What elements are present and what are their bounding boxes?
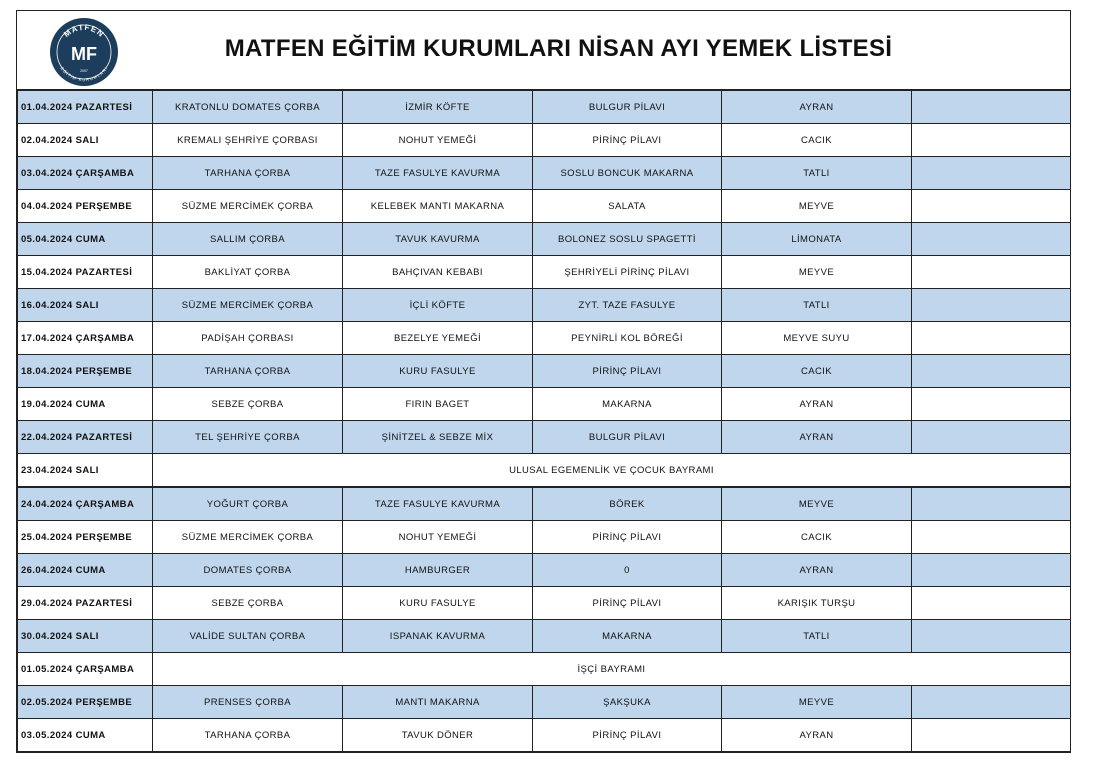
- side-dish-cell: PİRİNÇ PİLAVI: [533, 521, 722, 554]
- logo-monogram: MF: [71, 44, 97, 64]
- extra-cell: KARIŞIK TURŞU: [722, 587, 912, 620]
- blank-cell: [912, 686, 1071, 719]
- main-dish-cell: İZMİR KÖFTE: [343, 91, 533, 124]
- side-dish-cell: SOSLU BONCUK MAKARNA: [533, 157, 722, 190]
- main-dish-cell: NOHUT YEMEĞİ: [343, 521, 533, 554]
- menu-row: [18, 157, 1071, 190]
- extra-cell: CACIK: [722, 124, 912, 157]
- main-dish-cell: KELEBEK MANTI MAKARNA: [343, 190, 533, 223]
- menu-row: [18, 388, 1071, 421]
- side-dish-cell: PİRİNÇ PİLAVI: [533, 355, 722, 388]
- side-dish-cell: ZYT. TAZE FASULYE: [533, 289, 722, 322]
- side-dish-cell: BÖREK: [533, 487, 722, 521]
- side-dish-cell: BULGUR PİLAVI: [533, 91, 722, 124]
- soup-cell: SEBZE ÇORBA: [153, 388, 343, 421]
- soup-cell: SÜZME MERCİMEK ÇORBA: [153, 190, 343, 223]
- menu-row: [18, 91, 1071, 124]
- soup-cell: VALİDE SULTAN ÇORBA: [153, 620, 343, 653]
- extra-cell: MEYVE SUYU: [722, 322, 912, 355]
- main-dish-cell: KURU FASULYE: [343, 355, 533, 388]
- date-cell: 17.04.2024 ÇARŞAMBA: [18, 322, 153, 355]
- extra-cell: TATLI: [722, 620, 912, 653]
- extra-cell: CACIK: [722, 521, 912, 554]
- blank-cell: [912, 157, 1071, 190]
- soup-cell: DOMATES ÇORBA: [153, 554, 343, 587]
- menu-row: [18, 289, 1071, 322]
- side-dish-cell: SALATA: [533, 190, 722, 223]
- side-dish-cell: MAKARNA: [533, 388, 722, 421]
- side-dish-cell: 0: [533, 554, 722, 587]
- logo-bottom-text: EĞİTİM KURUMLARI: [59, 65, 109, 83]
- blank-cell: [912, 124, 1071, 157]
- soup-cell: TARHANA ÇORBA: [153, 719, 343, 752]
- menu-row: [18, 223, 1071, 256]
- blank-cell: [912, 421, 1071, 454]
- date-cell: 29.04.2024 PAZARTESİ: [18, 587, 153, 620]
- date-cell: 18.04.2024 PERŞEMBE: [18, 355, 153, 388]
- extra-cell: AYRAN: [722, 421, 912, 454]
- date-cell: 15.04.2024 PAZARTESİ: [18, 256, 153, 289]
- extra-cell: LİMONATA: [722, 223, 912, 256]
- extra-cell: AYRAN: [722, 554, 912, 587]
- extra-cell: MEYVE: [722, 190, 912, 223]
- soup-cell: SEBZE ÇORBA: [153, 587, 343, 620]
- date-cell: 24.04.2024 ÇARŞAMBA: [18, 487, 153, 521]
- holiday-row: [18, 454, 1071, 488]
- menu-row: [18, 521, 1071, 554]
- main-dish-cell: TAZE FASULYE KAVURMA: [343, 487, 533, 521]
- soup-cell: SÜZME MERCİMEK ÇORBA: [153, 521, 343, 554]
- blank-cell: [912, 190, 1071, 223]
- menu-row: [18, 554, 1071, 587]
- side-dish-cell: PİRİNÇ PİLAVI: [533, 587, 722, 620]
- date-cell: 03.04.2024 ÇARŞAMBA: [18, 157, 153, 190]
- extra-cell: AYRAN: [722, 388, 912, 421]
- soup-cell: TARHANA ÇORBA: [153, 355, 343, 388]
- date-cell: 03.05.2024 CUMA: [18, 719, 153, 752]
- date-cell: 02.05.2024 PERŞEMBE: [18, 686, 153, 719]
- menu-row: [18, 719, 1071, 752]
- menu-row: [18, 355, 1071, 388]
- extra-cell: TATLI: [722, 157, 912, 190]
- main-dish-cell: BAHÇIVAN KEBABI: [343, 256, 533, 289]
- menu-row: [18, 256, 1071, 289]
- blank-cell: [912, 256, 1071, 289]
- holiday-cell: İŞÇİ BAYRAMI: [153, 653, 1071, 686]
- main-dish-cell: FIRIN BAGET: [343, 388, 533, 421]
- blank-cell: [912, 322, 1071, 355]
- soup-cell: YOĞURT ÇORBA: [153, 487, 343, 521]
- date-cell: 01.04.2024 PAZARTESİ: [18, 91, 153, 124]
- logo-top-text: MATFEN: [62, 22, 106, 40]
- main-dish-cell: İÇLİ KÖFTE: [343, 289, 533, 322]
- blank-cell: [912, 91, 1071, 124]
- main-dish-cell: KURU FASULYE: [343, 587, 533, 620]
- side-dish-cell: PİRİNÇ PİLAVI: [533, 719, 722, 752]
- main-dish-cell: TAVUK KAVURMA: [343, 223, 533, 256]
- menu-table: [17, 90, 1071, 752]
- extra-cell: AYRAN: [722, 91, 912, 124]
- blank-cell: [912, 620, 1071, 653]
- page-title: MATFEN EĞİTİM KURUMLARI NİSAN AYI YEMEK LİSTESİ: [224, 35, 893, 62]
- extra-cell: TATLI: [722, 289, 912, 322]
- soup-cell: KRATONLU DOMATES ÇORBA: [153, 91, 343, 124]
- blank-cell: [912, 289, 1071, 322]
- soup-cell: KREMALI ŞEHRİYE ÇORBASI: [153, 124, 343, 157]
- menu-row: [18, 686, 1071, 719]
- date-cell: 19.04.2024 CUMA: [18, 388, 153, 421]
- menu-row: [18, 587, 1071, 620]
- main-dish-cell: HAMBURGER: [343, 554, 533, 587]
- header: [17, 11, 1070, 90]
- soup-cell: TEL ŞEHRİYE ÇORBA: [153, 421, 343, 454]
- menu-row: [18, 322, 1071, 355]
- extra-cell: MEYVE: [722, 686, 912, 719]
- blank-cell: [912, 388, 1071, 421]
- side-dish-cell: MAKARNA: [533, 620, 722, 653]
- date-cell: 25.04.2024 PERŞEMBE: [18, 521, 153, 554]
- menu-row: [18, 124, 1071, 157]
- menu-sheet: [16, 10, 1071, 753]
- menu-row: [18, 421, 1071, 454]
- menu-row: [18, 620, 1071, 653]
- date-cell: 01.05.2024 ÇARŞAMBA: [18, 653, 153, 686]
- soup-cell: BAKLİYAT ÇORBA: [153, 256, 343, 289]
- main-dish-cell: TAVUK DÖNER: [343, 719, 533, 752]
- blank-cell: [912, 223, 1071, 256]
- menu-row: [18, 487, 1071, 521]
- extra-cell: MEYVE: [722, 256, 912, 289]
- side-dish-cell: PEYNİRLİ KOL BÖREĞİ: [533, 322, 722, 355]
- menu-row: [18, 190, 1071, 223]
- extra-cell: MEYVE: [722, 487, 912, 521]
- soup-cell: PRENSES ÇORBA: [153, 686, 343, 719]
- holiday-cell: ULUSAL EGEMENLİK VE ÇOCUK BAYRAMI: [153, 454, 1071, 488]
- date-cell: 04.04.2024 PERŞEMBE: [18, 190, 153, 223]
- main-dish-cell: ISPANAK KAVURMA: [343, 620, 533, 653]
- main-dish-cell: ŞİNİTZEL & SEBZE MİX: [343, 421, 533, 454]
- date-cell: 02.04.2024 SALI: [18, 124, 153, 157]
- date-cell: 26.04.2024 CUMA: [18, 554, 153, 587]
- soup-cell: SÜZME MERCİMEK ÇORBA: [153, 289, 343, 322]
- blank-cell: [912, 521, 1071, 554]
- extra-cell: AYRAN: [722, 719, 912, 752]
- main-dish-cell: MANTI MAKARNA: [343, 686, 533, 719]
- side-dish-cell: ŞAKŞUKA: [533, 686, 722, 719]
- blank-cell: [912, 487, 1071, 521]
- blank-cell: [912, 355, 1071, 388]
- date-cell: 23.04.2024 SALI: [18, 454, 153, 488]
- holiday-row: [18, 653, 1071, 686]
- side-dish-cell: BOLONEZ SOSLU SPAGETTİ: [533, 223, 722, 256]
- soup-cell: SALLIM ÇORBA: [153, 223, 343, 256]
- blank-cell: [912, 719, 1071, 752]
- extra-cell: CACIK: [722, 355, 912, 388]
- side-dish-cell: ŞEHRİYELİ PİRİNÇ PİLAVI: [533, 256, 722, 289]
- side-dish-cell: PİRİNÇ PİLAVI: [533, 124, 722, 157]
- date-cell: 16.04.2024 SALI: [18, 289, 153, 322]
- main-dish-cell: NOHUT YEMEĞİ: [343, 124, 533, 157]
- main-dish-cell: BEZELYE YEMEĞİ: [343, 322, 533, 355]
- date-cell: 05.04.2024 CUMA: [18, 223, 153, 256]
- date-cell: 30.04.2024 SALI: [18, 620, 153, 653]
- soup-cell: TARHANA ÇORBA: [153, 157, 343, 190]
- side-dish-cell: BULGUR PİLAVI: [533, 421, 722, 454]
- soup-cell: PADİŞAH ÇORBASI: [153, 322, 343, 355]
- main-dish-cell: TAZE FASULYE KAVURMA: [343, 157, 533, 190]
- blank-cell: [912, 587, 1071, 620]
- logo-year: 2007: [80, 69, 88, 73]
- blank-cell: [912, 554, 1071, 587]
- date-cell: 22.04.2024 PAZARTESİ: [18, 421, 153, 454]
